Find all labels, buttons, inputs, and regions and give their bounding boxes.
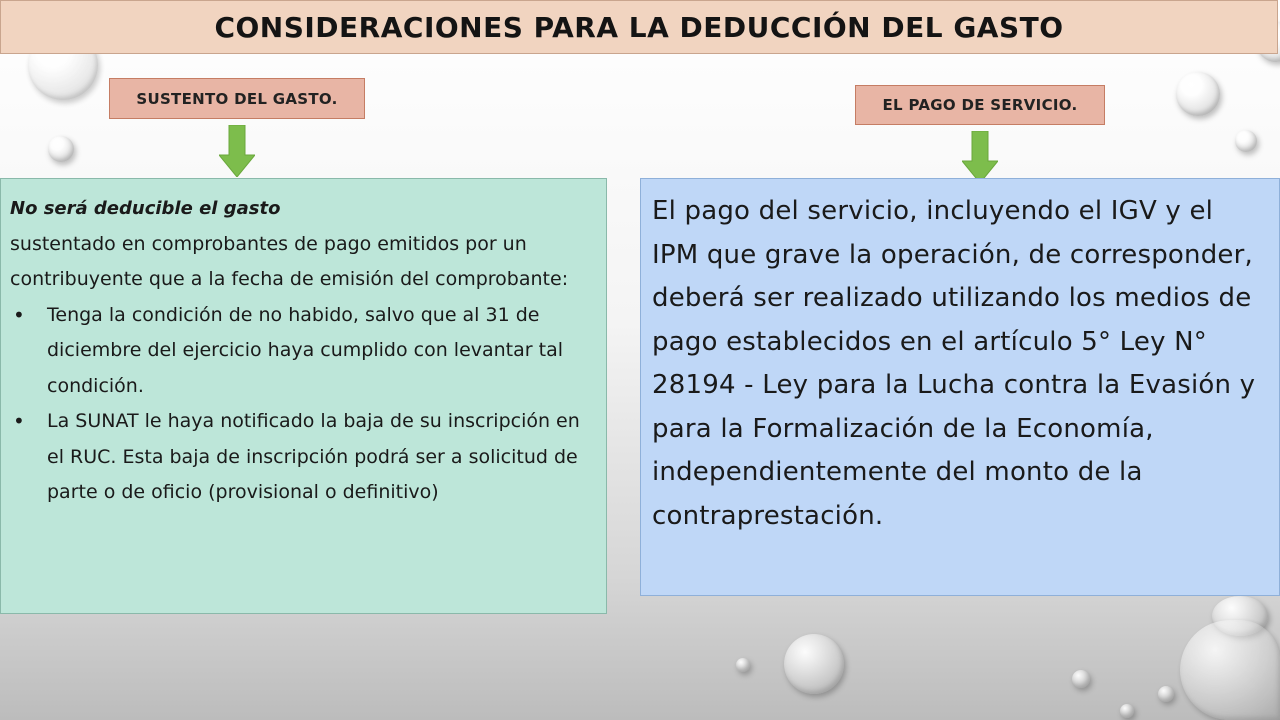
pago-servicio-text: El pago del servicio, incluyendo el IGV y el IPM que grave la operación, de corresponder, deberá ser realizado utilizando los medios de pago establecidos en el artículo 5° Ley N° 28194 - Ley para la Lucha contra la Evasión y para la Formalización de la Economía, independientemente del monto de la contraprestación.	[652, 196, 1256, 531]
water-drop-decoration	[1158, 686, 1174, 702]
water-drop-decoration	[784, 634, 844, 694]
intro-text: sustentado en comprobantes de pago emitidos por un contribuyente que a la fecha de emisión del comprobante:	[10, 232, 569, 290]
pago-servicio-label: EL PAGO DE SERVICIO.	[855, 85, 1105, 125]
lead-text: No será deducible el gasto	[10, 198, 281, 219]
arrow-down-icon	[962, 131, 998, 183]
list-item: • La SUNAT le haya notificado la baja de su inscripción en el RUC. Esta baja de inscripción podrá ser a solicitud de parte o de oficio (provisional o definitivo)	[10, 404, 592, 511]
conditions-list	[10, 298, 592, 511]
water-drop-decoration	[1176, 72, 1220, 116]
water-drop-decoration	[736, 658, 750, 672]
water-drop-decoration	[1235, 130, 1257, 152]
arrow-down-icon	[219, 125, 255, 177]
page-title: CONSIDERACIONES PARA LA DEDUCCIÓN DEL GASTO	[0, 0, 1278, 54]
list-item: • Tenga la condición de no habido, salvo que al 31 de diciembre del ejercicio haya cumplido con levantar tal condición.	[10, 298, 592, 405]
sustento-content-box	[0, 178, 607, 614]
water-drop-decoration	[1180, 620, 1280, 720]
sustento-label: SUSTENTO DEL GASTO.	[109, 78, 365, 119]
water-drop-decoration	[48, 136, 74, 162]
water-drop-decoration	[1120, 704, 1134, 718]
water-drop-decoration	[1072, 670, 1090, 688]
pago-servicio-content-box	[640, 178, 1280, 596]
